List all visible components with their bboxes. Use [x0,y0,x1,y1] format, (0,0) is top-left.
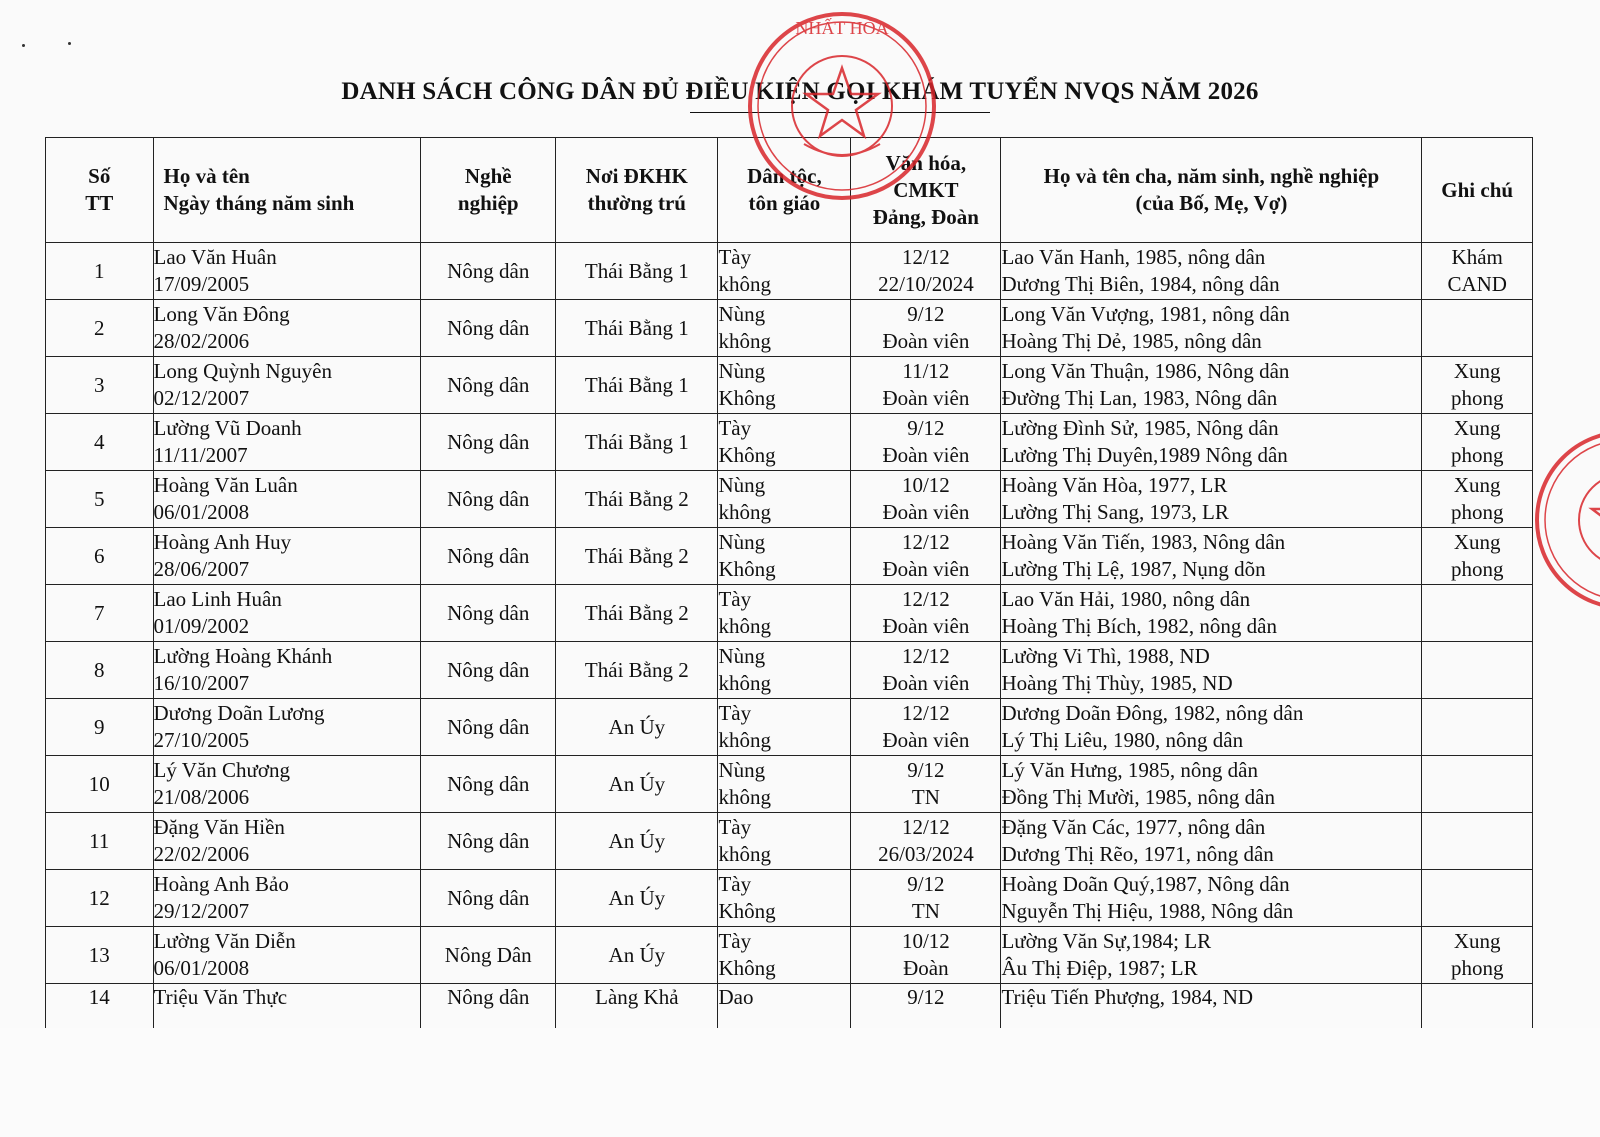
cell-job: Nông dân [421,357,556,414]
cell-stt: 12 [46,870,154,927]
cell-ethnicity: Nùng Không [718,357,851,414]
cell-family: Hoàng Văn Hòa, 1977, LR Lường Thị Sang, 1973, LR [1001,471,1422,528]
cell-note: Khám CAND [1422,243,1533,300]
cell-note [1422,756,1533,813]
cell-job: Nông dân [421,414,556,471]
citizen-table [45,137,1533,1041]
cell-residence: Thái Bằng 1 [556,357,718,414]
cell-education: 9/12 [851,984,1001,1041]
cell-job: Nông dân [421,699,556,756]
table-row [46,756,1533,813]
table-row [46,927,1533,984]
cell-name: Lao Linh Huân 01/09/2002 [153,585,421,642]
cell-family: Long Văn Thuận, 1986, Nông dân Đường Thị Lan, 1983, Nông dân [1001,357,1422,414]
cell-job: Nông dân [421,642,556,699]
title-underline [690,112,990,113]
cell-residence: Thái Bằng 2 [556,585,718,642]
table-row [46,414,1533,471]
cell-stt: 13 [46,927,154,984]
cell-education: 9/12 TN [851,756,1001,813]
cell-education: 12/12 26/03/2024 [851,813,1001,870]
cell-education: 9/12 Đoàn viên [851,414,1001,471]
cell-family: Hoàng Doãn Quý,1987, Nông dân Nguyễn Thị Hiệu, 1988, Nông dân [1001,870,1422,927]
cell-residence: Thái Bằng 2 [556,528,718,585]
cell-stt: 8 [46,642,154,699]
table-row [46,699,1533,756]
table-header-row [46,138,1533,243]
cell-name: Triệu Văn Thực [153,984,421,1041]
cell-residence: Thái Bằng 2 [556,471,718,528]
cell-job: Nông dân [421,300,556,357]
cell-job: Nông dân [421,243,556,300]
official-seal-icon [1530,425,1600,615]
cell-family: Triệu Tiến Phượng, 1984, ND [1001,984,1422,1041]
cell-family: Lường Văn Sự,1984; LR Âu Thị Điệp, 1987; LR [1001,927,1422,984]
page-bottom-margin [0,1028,1600,1137]
header-job: Nghề nghiệp [421,138,556,243]
cell-residence: An Úy [556,870,718,927]
cell-ethnicity: Tày Không [718,927,851,984]
cell-family: Đặng Văn Các, 1977, nông dân Dương Thị Rẽo, 1971, nông dân [1001,813,1422,870]
cell-stt: 5 [46,471,154,528]
cell-name: Hoàng Anh Bảo 29/12/2007 [153,870,421,927]
cell-stt: 11 [46,813,154,870]
cell-family: Lường Vi Thì, 1988, ND Hoàng Thị Thùy, 1985, ND [1001,642,1422,699]
cell-note: Xung phong [1422,471,1533,528]
cell-ethnicity: Tày Không [718,414,851,471]
header-residence: Nơi ĐKHK thường trú [556,138,718,243]
cell-job: Nông dân [421,870,556,927]
cell-ethnicity: Tày không [718,585,851,642]
cell-name: Long Quỳnh Nguyên 02/12/2007 [153,357,421,414]
cell-note [1422,813,1533,870]
cell-residence: Thái Bằng 1 [556,414,718,471]
cell-name: Hoàng Anh Huy 28/06/2007 [153,528,421,585]
cell-education: 10/12 Đoàn [851,927,1001,984]
table-row [46,300,1533,357]
cell-education: 12/12 22/10/2024 [851,243,1001,300]
cell-note: Xung phong [1422,414,1533,471]
cell-note [1422,699,1533,756]
cell-stt: 9 [46,699,154,756]
table-row [46,357,1533,414]
svg-text:NHẤT HÒA: NHẤT HÒA [795,18,889,38]
cell-name: Lường Vũ Doanh 11/11/2007 [153,414,421,471]
cell-note [1422,642,1533,699]
cell-name: Lường Hoàng Khánh 16/10/2007 [153,642,421,699]
document-title: DANH SÁCH CÔNG DÂN ĐỦ ĐIỀU KIỆN GỌI KHÁM TUYỂN NVQS NĂM 2026 [341,78,1259,105]
cell-ethnicity: Tày Không [718,870,851,927]
header-family: Họ và tên cha, năm sinh, nghề nghiệp (của Bố, Mẹ, Vợ) [1001,138,1422,243]
cell-ethnicity: Nùng không [718,300,851,357]
cell-stt: 6 [46,528,154,585]
cell-note: Xung phong [1422,927,1533,984]
cell-family: Lý Văn Hưng, 1985, nông dân Đồng Thị Mười, 1985, nông dân [1001,756,1422,813]
cell-note: Xung phong [1422,357,1533,414]
cell-stt: 3 [46,357,154,414]
cell-family: Lường Đình Sử, 1985, Nông dân Lường Thị Duyên,1989 Nông dân [1001,414,1422,471]
cell-name: Dương Doãn Lương 27/10/2005 [153,699,421,756]
cell-education: 12/12 Đoàn viên [851,528,1001,585]
cell-job: Nông dân [421,585,556,642]
cell-job: Nông dân [421,984,556,1041]
cell-family: Lao Văn Hanh, 1985, nông dân Dương Thị Biên, 1984, nông dân [1001,243,1422,300]
cell-name: Long Văn Đông 28/02/2006 [153,300,421,357]
cell-note: Xung phong [1422,528,1533,585]
cell-job: Nông dân [421,528,556,585]
cell-education: 9/12 Đoàn viên [851,300,1001,357]
cell-residence: An Úy [556,756,718,813]
cell-note [1422,585,1533,642]
cell-ethnicity: Dao [718,984,851,1041]
table-row [46,471,1533,528]
table-row [46,813,1533,870]
cell-job: Nông dân [421,756,556,813]
header-ethnicity: Dân tộc, tôn giáo [718,138,851,243]
cell-name: Lý Văn Chương 21/08/2006 [153,756,421,813]
cell-stt: 7 [46,585,154,642]
cell-stt: 1 [46,243,154,300]
cell-education: 9/12 TN [851,870,1001,927]
cell-education: 12/12 Đoàn viên [851,642,1001,699]
scan-speck [68,42,71,45]
cell-ethnicity: Nùng không [718,471,851,528]
cell-stt: 2 [46,300,154,357]
table-row [46,870,1533,927]
table-row [46,528,1533,585]
cell-residence: An Úy [556,813,718,870]
cell-family: Hoàng Văn Tiến, 1983, Nông dân Lường Thị Lệ, 1987, Nụng dõn [1001,528,1422,585]
table-row [46,642,1533,699]
cell-job: Nông Dân [421,927,556,984]
cell-note [1422,300,1533,357]
cell-education: 12/12 Đoàn viên [851,585,1001,642]
header-note: Ghi chú [1422,138,1533,243]
cell-ethnicity: Tày không [718,699,851,756]
cell-education: 11/12 Đoàn viên [851,357,1001,414]
header-name: Họ và tên Ngày tháng năm sinh [153,138,421,243]
cell-family: Dương Doãn Đông, 1982, nông dân Lý Thị Liêu, 1980, nông dân [1001,699,1422,756]
cell-stt: 10 [46,756,154,813]
cell-name: Lao Văn Huân 17/09/2005 [153,243,421,300]
cell-residence: Thái Bằng 2 [556,642,718,699]
cell-ethnicity: Nùng không [718,756,851,813]
cell-family: Lao Văn Hải, 1980, nông dân Hoàng Thị Bích, 1982, nông dân [1001,585,1422,642]
cell-job: Nông dân [421,471,556,528]
scan-speck [22,44,25,47]
cell-ethnicity: Tày không [718,813,851,870]
cell-ethnicity: Nùng không [718,642,851,699]
cell-name: Hoàng Văn Luân 06/01/2008 [153,471,421,528]
table-row [46,243,1533,300]
cell-job: Nông dân [421,813,556,870]
cell-family: Long Văn Vượng, 1981, nông dân Hoàng Thị Dẻ, 1985, nông dân [1001,300,1422,357]
cell-residence: An Úy [556,699,718,756]
header-stt: Số TT [46,138,154,243]
cell-ethnicity: Tày không [718,243,851,300]
cell-residence: Thái Bằng 1 [556,243,718,300]
table-row [46,585,1533,642]
cell-name: Đặng Văn Hiền 22/02/2006 [153,813,421,870]
cell-note [1422,870,1533,927]
header-education: Văn hóa, CMKT Đảng, Đoàn [851,138,1001,243]
cell-ethnicity: Nùng Không [718,528,851,585]
cell-residence: Thái Bằng 1 [556,300,718,357]
cell-residence: Làng Khả [556,984,718,1041]
cell-residence: An Úy [556,927,718,984]
cell-education: 10/12 Đoàn viên [851,471,1001,528]
cell-name: Lường Văn Diễn 06/01/2008 [153,927,421,984]
cell-stt: 14 [46,984,154,1041]
cell-stt: 4 [46,414,154,471]
cell-education: 12/12 Đoàn viên [851,699,1001,756]
